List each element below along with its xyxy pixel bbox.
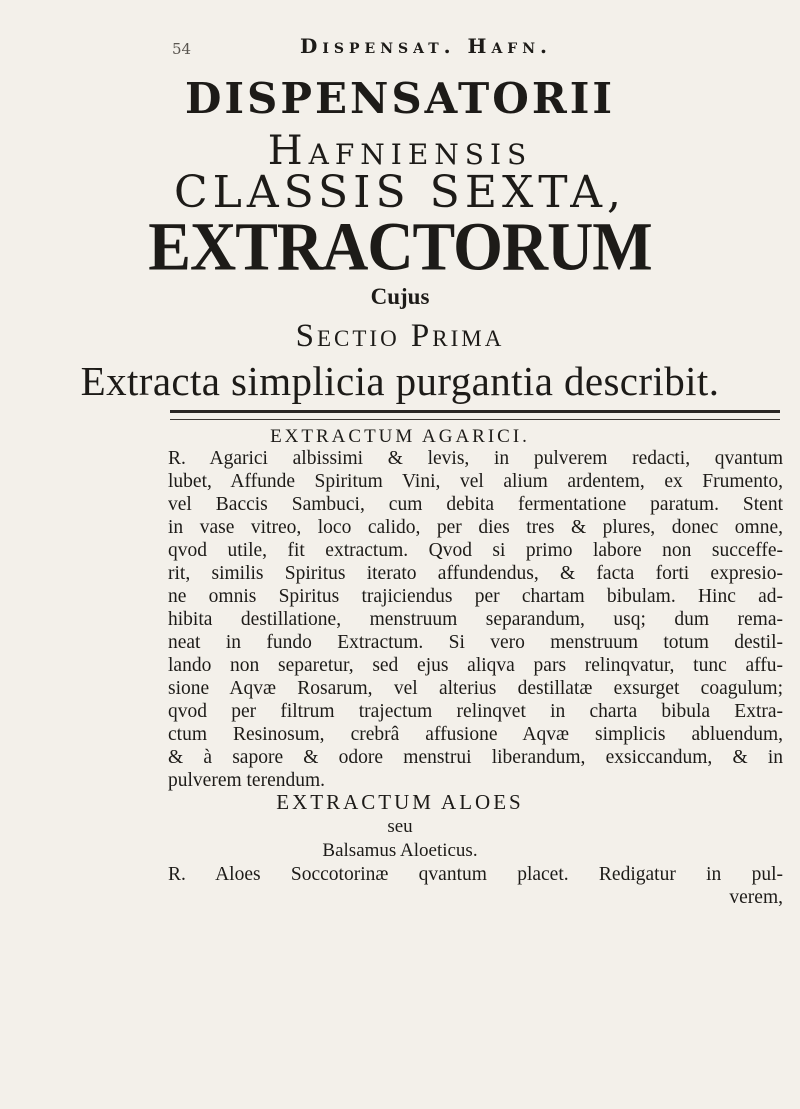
- text-line: qvod utile, fit extractum. Qvod si primo labore non succeffe-: [168, 540, 783, 561]
- title-line-3: CLASSIS SEXTA,: [174, 167, 626, 218]
- text-line: ne omnis Spiritus trajiciendus per chartam bibulam. Hinc ad-: [168, 586, 783, 607]
- text-line: neat in fundo Extractum. Si vero menstruum totum destil-: [168, 632, 783, 653]
- text-line: lando non separetur, sed ejus aliqva pars relinqvatur, tunc affu-: [168, 655, 783, 676]
- text-line: sione Aqvæ Rosarum, vel alterius destillatæ exsurget coagulum;: [168, 678, 783, 699]
- section-heading-agarici: EXTRACTUM AGARICI.: [270, 426, 530, 447]
- running-head: [0, 34, 800, 64]
- section-subheading-balsamus: Balsamus Aloeticus.: [322, 840, 478, 861]
- text-line: lubet, Affunde Spiritum Vini, vel alium ardentem, ex Frumento,: [168, 471, 783, 492]
- section-subheading-seu: seu: [387, 816, 413, 837]
- ornamental-rule: [170, 410, 780, 420]
- text-line: R. Aloes Soccotorinæ qvantum placet. Redigatur in pul-: [168, 864, 783, 885]
- text-line: hibita destillatione, menstruum separandum, usq; dum rema-: [168, 609, 783, 630]
- text-line: in vase vitreo, loco calido, per dies tres & plures, donec omne,: [168, 517, 783, 538]
- text-line: & à sapore & odore menstrui liberandum, exsiccandum, & in: [168, 747, 783, 768]
- running-title: Dispensat. Hafn.: [300, 34, 553, 58]
- text-line: verem,: [729, 887, 783, 908]
- text-line: ctum Resinosum, crebrâ affusione Aqvæ simplicis abluendum,: [168, 724, 783, 745]
- title-line-4: EXTRACTORUM: [148, 208, 652, 285]
- text-line: qvod per filtrum trajectum relinqvet in charta bibula Extra-: [168, 701, 783, 722]
- text-line: rit, similis Spiritus iterato affundendus, & facta forti expresio-: [168, 563, 783, 584]
- title-line-1: DISPENSATORII: [184, 74, 616, 123]
- section-heading-aloes: EXTRACTUM ALOES: [276, 790, 524, 814]
- text-line: R. Agarici albissimi & levis, in pulverem redacti, qvantum: [168, 448, 783, 469]
- title-line-7: Extracta simplicia purgantia describit.: [80, 358, 720, 404]
- text-line: vel Baccis Sambuci, cum debita fermentatione paratum. Stent: [168, 494, 783, 515]
- title-line-2: Hafniensis: [267, 128, 533, 174]
- page-number: 54: [172, 40, 192, 58]
- title-line-5: Cujus: [370, 284, 430, 309]
- title-line-6: Sectio Prima: [295, 318, 505, 354]
- text-line: pulverem terendum.: [168, 770, 326, 791]
